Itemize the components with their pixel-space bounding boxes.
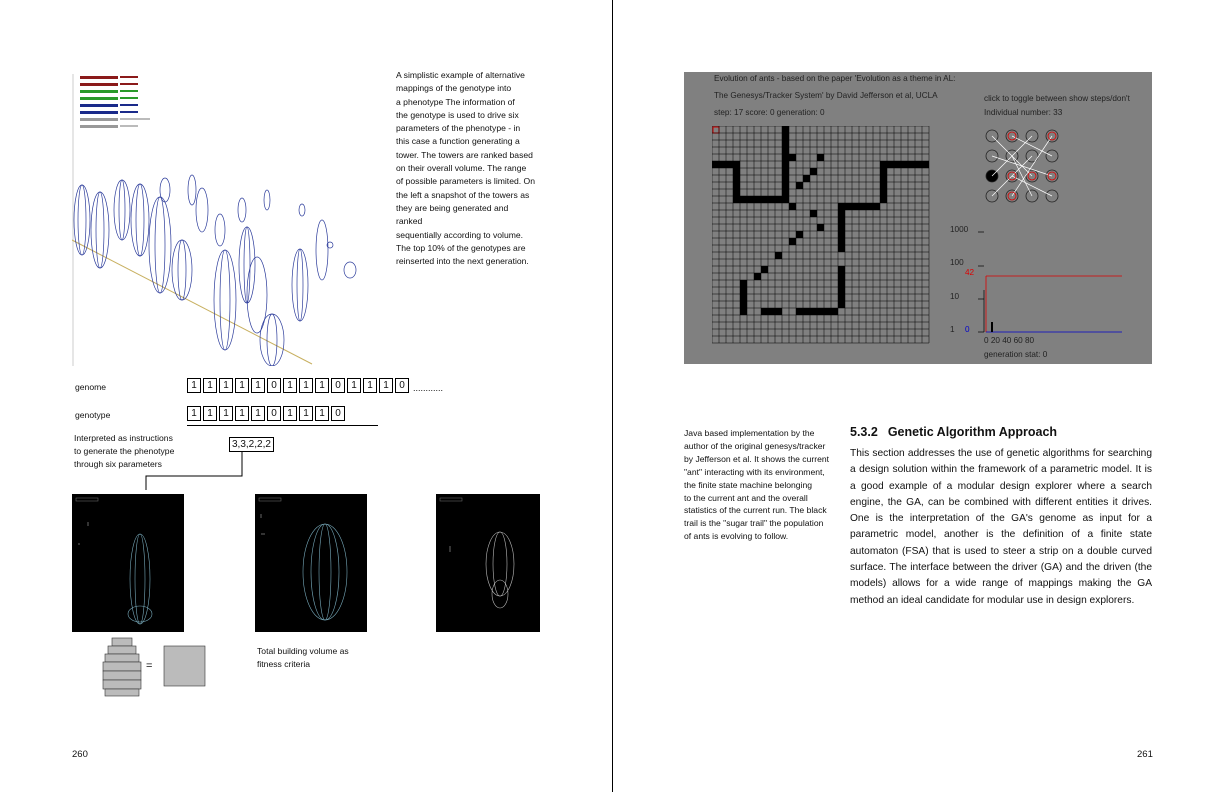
- stat-x-ticks: 0 20 40 60 80: [984, 336, 1035, 345]
- bit-cell: 1: [203, 406, 217, 421]
- bit-cell: 0: [395, 378, 409, 393]
- sim-individual-number: Individual number: 33: [984, 108, 1063, 117]
- tower-panel-3: [436, 494, 540, 632]
- sim-toggle-hint: click to toggle between show steps/don't: [984, 94, 1130, 103]
- params-box: 3,3,2,2,2: [229, 437, 274, 452]
- figure-caption-towers: A simplistic example of alternative mappings of the genotype into a phenotype The information of the genotype is used to drive six parameters of the phenotype - in this case a function generating a tower. The towers are ranked based on their overall volume. The range of possible parameters is limited. On the left a snapshot of the towers as they are being generated and ranked sequentially according to volume. The top 10% of the genotypes are reinserted into the next generation.: [396, 70, 535, 267]
- genome-bits: [187, 378, 443, 393]
- section-title: Genetic Algorithm Approach: [887, 425, 1058, 439]
- bit-cell: 0: [267, 378, 281, 393]
- bit-cell: 1: [299, 406, 313, 421]
- finite-state-machine-diagram: [982, 126, 1062, 206]
- genotype-bits: [187, 406, 345, 421]
- bit-cell: 1: [203, 378, 217, 393]
- genome-ellipsis: ............: [413, 383, 444, 393]
- bit-cell: 1: [299, 378, 313, 393]
- stat-y-tick-1: 1: [950, 325, 955, 334]
- genotype-underline: [187, 425, 378, 426]
- volume-stack-icon: [100, 636, 210, 698]
- bit-cell: 1: [187, 378, 201, 393]
- stat-best-value: 42: [965, 268, 975, 277]
- bit-cell: 0: [331, 406, 345, 421]
- bit-cell: 1: [315, 406, 329, 421]
- stat-y-tick-100: 100: [950, 258, 964, 267]
- sim-title-line-1: Evolution of ants - based on the paper 'Evolution as a theme in AL:: [714, 74, 956, 83]
- bit-cell: 1: [235, 378, 249, 393]
- section-number: 5.3.2: [850, 425, 878, 439]
- bit-cell: 1: [363, 378, 377, 393]
- bit-cell: 1: [219, 378, 233, 393]
- sim-title-line-2: The Genesys/Tracker System' by David Jefferson et al, UCLA: [714, 91, 938, 100]
- bit-cell: 1: [283, 406, 297, 421]
- bit-cell: 1: [251, 406, 265, 421]
- stat-baseline-value: 0: [965, 325, 970, 334]
- tower-field-figure: [72, 70, 390, 366]
- ant-grid-world: [712, 126, 932, 348]
- tower-panel-2: [255, 494, 367, 632]
- statistics-plot: [974, 222, 1134, 337]
- figure-caption-ants: Java based implementation by the author of the original genesys/tracker by Jefferson et al. It shows the current "ant" interacting with its environment, the finite state machine belonging to the current ant and the overall statistics of the current run. The black trail is the "sugar trail" the population of ants is evolving to follow.: [684, 428, 830, 542]
- bit-cell: 0: [267, 406, 281, 421]
- bit-cell: 1: [347, 378, 361, 393]
- genotype-label: genotype: [75, 410, 111, 420]
- connector-lines: [140, 452, 250, 492]
- genome-label: genome: [75, 382, 107, 392]
- section-heading: [850, 425, 1057, 439]
- page-number-left: 260: [72, 749, 88, 760]
- bit-cell: 1: [283, 378, 297, 393]
- tower-panel-1: [72, 494, 184, 632]
- fitness-label: Total building volume as fitness criteria: [257, 646, 349, 669]
- section-body-text: This section addresses the use of genetic algorithms for searching a design solution within the framework of a parametric model. It is a good example of a modular design explorer where a search engine, the GA, can be combined with different entities it drives. One is the interpretation of the GA's genome as input for a parametric model, another is the definition of a finite state automaton (FSA) that is used to steer a strip on a double curved surface. The interface between the driver (GA) and the driven (the models) allows for a wide range of mappings making the GA method an ideal candidate for modular use in design explorers.: [850, 448, 1152, 606]
- bit-cell: 1: [379, 378, 393, 393]
- ant-simulation-screenshot: [684, 72, 1152, 364]
- stat-generation-label: generation stat: 0: [984, 350, 1048, 359]
- bit-cell: 1: [219, 406, 233, 421]
- bit-cell: 1: [315, 378, 329, 393]
- bit-cell: 1: [251, 378, 265, 393]
- page-number-right: 261: [1137, 749, 1153, 760]
- bit-cell: 1: [187, 406, 201, 421]
- equals-sign: =: [146, 660, 153, 672]
- stat-y-tick-10: 10: [950, 292, 960, 301]
- interpret-label: Interpreted as instructions to generate the phenotype through six parameters: [74, 433, 175, 469]
- sim-status: step: 17 score: 0 generation: 0: [714, 108, 825, 117]
- bit-cell: 1: [235, 406, 249, 421]
- stat-y-tick-1000: 1000: [950, 225, 969, 234]
- bit-cell: 0: [331, 378, 345, 393]
